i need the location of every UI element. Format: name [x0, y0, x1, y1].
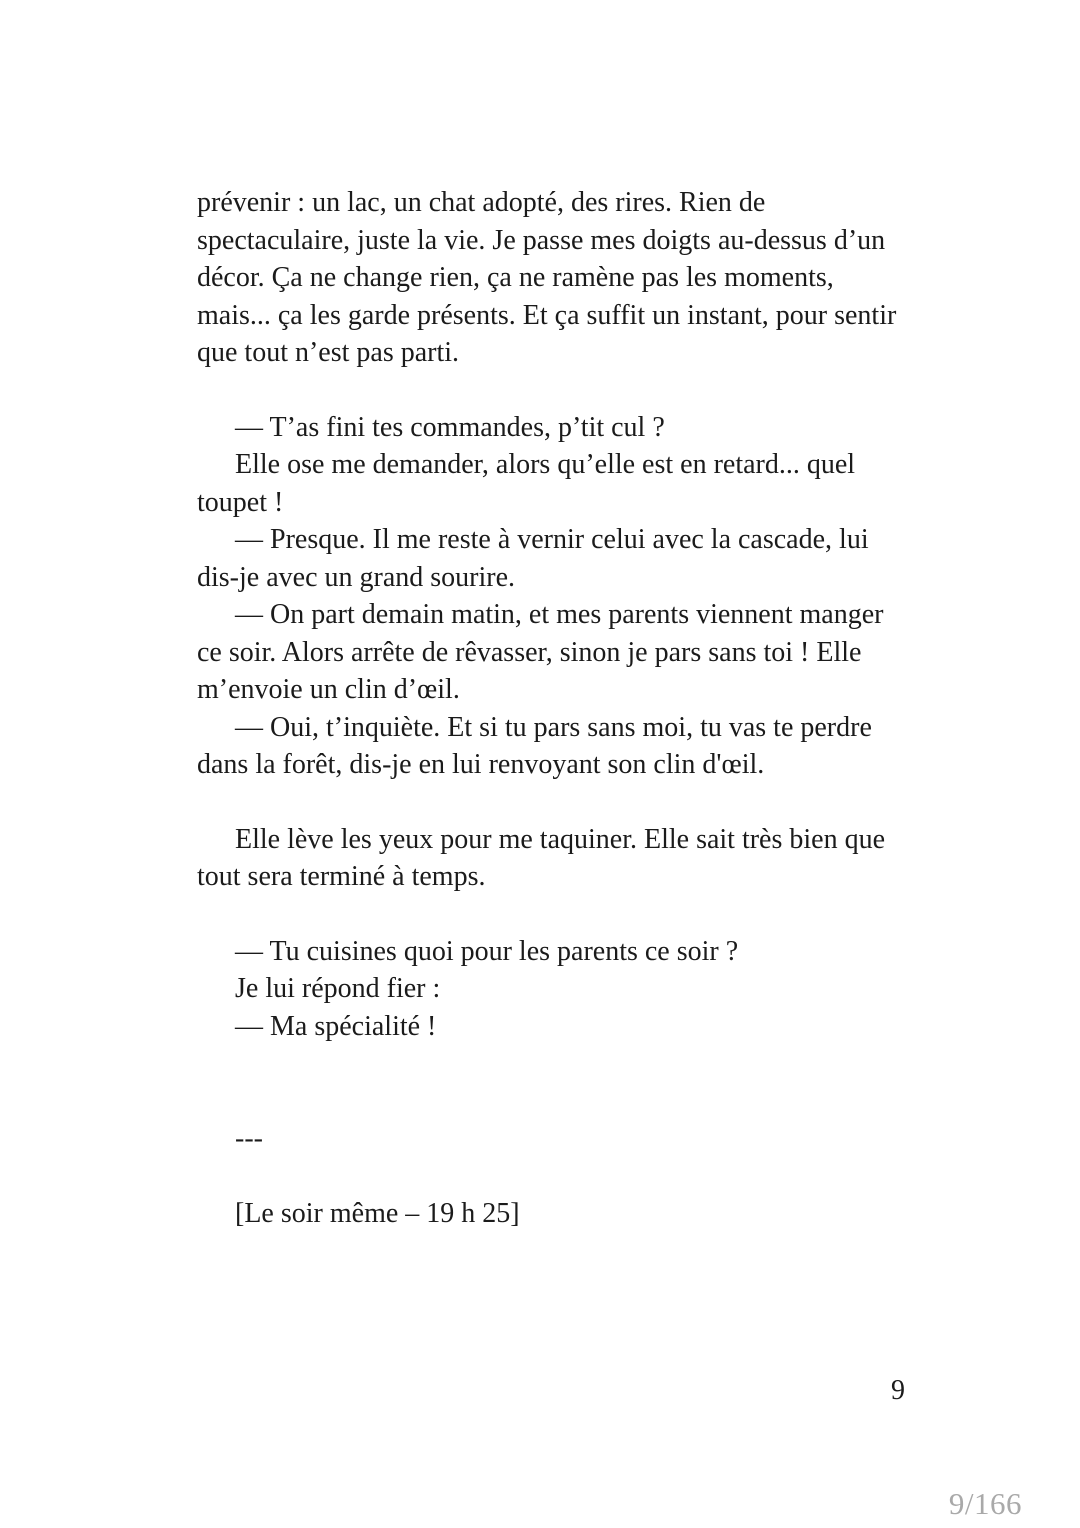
scene-timestamp: [Le soir même – 19 h 25] — [235, 1197, 520, 1229]
paragraph: Je lui répond fier : — [235, 973, 441, 1004]
paragraph: prévenir : un lac, un chat adopté, des rires. Rien de spectaculaire, juste la vie. Je passe mes doigts au-dessus d’un décor. Ça ne change rien, ça ne ramène pas les moments, mais... ça les garde présents. Et ça suffit un instant, pour sentir que tout n’est pas parti. — [197, 187, 897, 368]
paragraph: — Presque. Il me reste à vernir celui avec la cascade, lui dis-je avec un grand sourire. — [197, 524, 869, 593]
paragraph: — On part demain matin, et mes parents viennent manger ce soir. Alors arrête de rêvasser, sinon je pars sans toi ! Elle m’envoie un clin d’œil. — [197, 599, 884, 705]
page-number: 9 — [891, 1375, 905, 1406]
paragraph: Elle lève les yeux pour me taquiner. Elle sait très bien que tout sera terminé à temps. — [197, 823, 886, 892]
paragraph: Elle ose me demander, alors qu’elle est en retard... quel toupet ! — [197, 449, 856, 518]
paragraph: — T’as fini tes commandes, p’tit cul ? — [235, 411, 665, 443]
scene-separator: --- — [235, 1123, 263, 1154]
reading-progress-indicator: 9/166 — [948, 1486, 1022, 1521]
page-text-block — [197, 184, 905, 1232]
paragraph: — Ma spécialité ! — [235, 1010, 437, 1042]
paragraph: — Tu cuisines quoi pour les parents ce soir ? — [235, 935, 739, 967]
paragraph: — Oui, t’inquiète. Et si tu pars sans moi, tu vas te perdre dans la forêt, dis-je en lui renvoyant son clin d'œil. — [197, 711, 872, 780]
